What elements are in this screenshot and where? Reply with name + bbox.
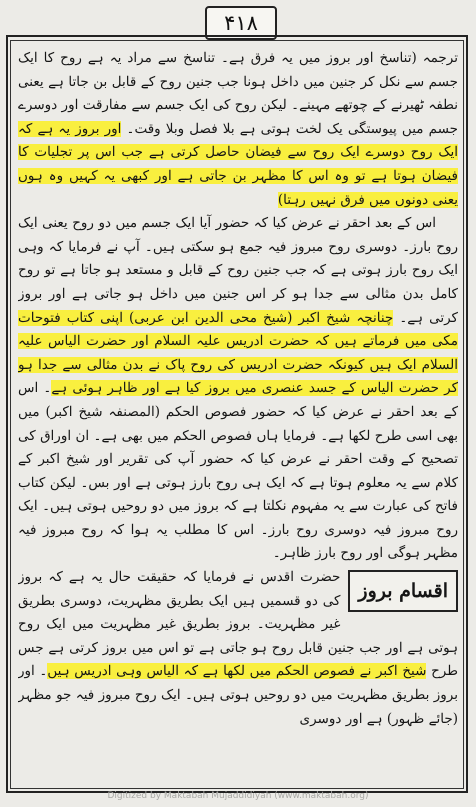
paragraph-text-continued: ۔ اس کے بعد احقر نے عرض کیا کہ حضور فصوص الحکم (المصنفہ شیخ اکبر) میں بھی اسی طرح لکھا ہے۔ فرمایا ہاں فصوص الحکم میں بھی ہے۔ ان اوراق کی تصحیح کے وقت احقر نے عرض کیا کہ حضور آپ کی تقریر اور شیخ اکبر کے کلام سے یہ معلوم ہوتا ہے کہ ایک ہی روح بارز ہوتی ہے اور بس۔ لیکن کتاب فاتح کی عبارت سے یہ مفہوم نکلتا ہے کہ بروز میں دو روحیں ہوتی ہیں۔ ایک روح مبروز فیہ دوسری روح بارز۔ اس کا مطلب یہ ہوا کہ روح مبروز فیہ مظہر ہوگی اور روح بارز ظاہر۔	[18, 380, 458, 562]
highlighted-passage: چنانچہ شیخ اکبر (شیخ محی الدین ابن عربی) اپنی کتاب فتوحات مکی میں فرماتے ہیں کہ حضرت ادریس علیہ السلام اور حضرت الیاس علیہ السلام ایک ہیں کیونکہ حضرت ادریس کی روح پاک نے بدن مثالی سے جدا ہو کر حضرت الیاس کے جسد عنصری میں بروز کیا ہے اور ظاہر ہوئی ہے	[18, 309, 458, 397]
paragraph-text: حضرت اقدس نے فرمایا کہ حقیقت حال یہ ہے کہ بروز کی دو قسمیں ہیں ایک بطریق مظہریت، دوسری بطریق غیر مظہریت۔ بروز بطریق غیر مظہریت میں ایک روح ہوتی ہے اور جب جنین قابل روح ہو جاتی ہے تو اس میں بروز کرتی ہے جس طرح	[18, 569, 458, 680]
highlighted-passage: اور بروز یہ ہے کہ ایک روح دوسرے ایک روح سے فیضان حاصل کرتی ہے جب اس پر تجلیات کا فیضان ہوتا ہے تو وہ اس کا مظہر بن جاتی ہے اور کبھی یہ کہیں وہ ہوں یعنی دونوں میں فرق نہیں رہتا)	[18, 120, 458, 208]
document-body	[18, 47, 458, 773]
section-title: اقسام بروز	[348, 570, 458, 612]
paragraph-text: ترجمہ (تناسخ اور بروز میں یہ فرق ہے۔ تناسخ سے مراد یہ ہے روح کا ایک جسم سے نکل کر جنین میں داخل ہونا جب جنین روح کے قابل بن جاتا ہے یعنی نطفہ ٹھیرنے کے چوتھے مہینے۔ لیکن روح کی ایک جسم سے مفارقت اور دوسرے جسم میں پیوستگی یک لخت ہوتی ہے بلا فصل وبلا وقت۔	[18, 50, 458, 137]
paragraph-question	[18, 212, 458, 566]
paragraph-types-of-buruz	[18, 566, 458, 731]
digitization-watermark: Digitized by Maktabah Mujaddidiyah (www.maktabah.org)	[107, 791, 369, 801]
paragraph-text: اس کے بعد احقر نے عرض کیا کہ حضور آیا ایک جسم میں دو روح یعنی ایک روح بارز۔ دوسری روح مبروز فیہ جمع ہو سکتی ہیں۔ آپ نے فرمایا کہ وہی ایک روح بارز ہوتی ہے کہ جب جنین روح کے قابل و مستعد ہو جاتا ہے تو روح کامل بدن مثالی سے جدا ہو کر اس جنین میں داخل ہو جاتی ہے اور بروز کرتی ہے۔	[18, 215, 458, 326]
paragraph-text-continued: ۔ اور بروز بطریق مظہریت میں دو روحیں ہوتی ہیں۔ ایک روح مبروز فیہ جو مظہر (جائے ظہور) ہے اور دوسری	[18, 663, 458, 727]
paragraph-translation	[18, 47, 458, 212]
highlighted-passage: شیخ اکبر نے فصوص الحکم میں لکھا ہے کہ الیاس وہی ادریس ہیں	[47, 663, 427, 680]
page-number: ۴۱۸	[205, 6, 277, 40]
